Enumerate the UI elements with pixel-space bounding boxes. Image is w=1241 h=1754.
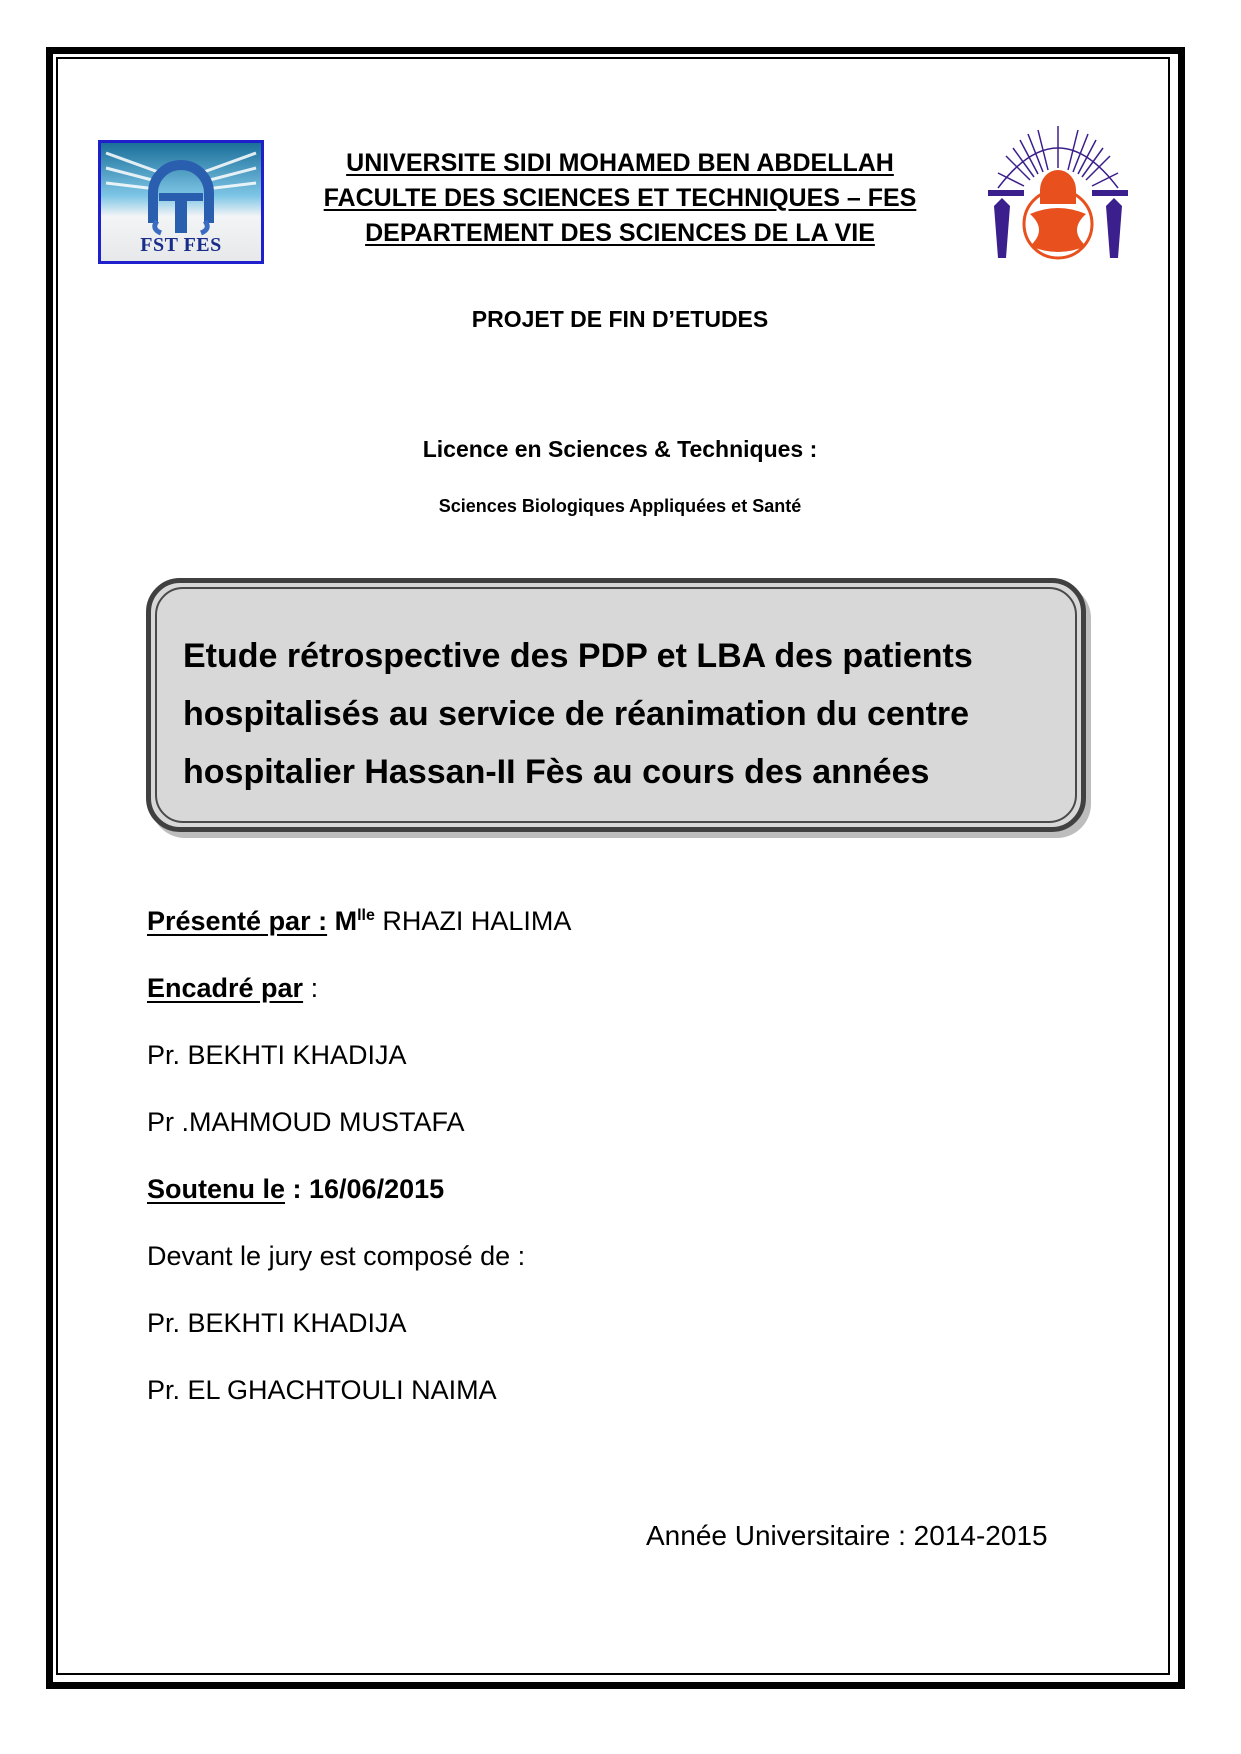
jury-member: Pr. BEKHTI KHADIJA xyxy=(147,1308,407,1338)
supervised-by-label: Encadré par xyxy=(147,973,304,1003)
licence-heading: Licence en Sciences & Techniques : xyxy=(422,436,818,462)
department-name: DEPARTEMENT DES SCIENCES DE LA VIE xyxy=(365,219,875,247)
jury-intro: Devant le jury est composé de : xyxy=(147,1241,526,1271)
thesis-title-line: hospitalisés au service de réanimation du centre xyxy=(183,695,970,733)
presented-by-label: Présenté par : xyxy=(147,906,328,936)
title-superscript: lle xyxy=(357,907,375,924)
defense-date: : 16/06/2015 xyxy=(285,1174,445,1204)
speciality-subheading: Sciences Biologiques Appliquées et Santé xyxy=(438,496,802,516)
project-type-heading: PROJET DE FIN D’ETUDES xyxy=(471,306,769,332)
supervised-by-line xyxy=(147,973,318,1004)
title-prefix: M xyxy=(334,906,358,936)
thesis-title-line: Etude rétrospective des PDP et LBA des patients xyxy=(183,637,973,675)
defense-date-line xyxy=(147,1174,444,1205)
usmba-emblem-icon xyxy=(968,118,1148,268)
supervised-by-colon: : xyxy=(303,973,319,1003)
supervisor-item: Pr .MAHMOUD MUSTAFA xyxy=(147,1107,465,1137)
fst-fes-logo xyxy=(98,140,264,264)
supervisor-item: Pr. BEKHTI KHADIJA xyxy=(147,1040,407,1070)
thesis-title xyxy=(183,627,1061,801)
student-name: RHAZI HALIMA xyxy=(382,906,572,936)
fst-fes-label: FST FES xyxy=(140,234,222,256)
university-header xyxy=(300,146,940,251)
defense-label: Soutenu le xyxy=(147,1174,286,1204)
thesis-title-line: hospitalier Hassan-II Fès au cours des années xyxy=(183,753,930,791)
academic-year: Année Universitaire : 2014-2015 xyxy=(646,1520,1048,1551)
usmba-university-logo xyxy=(968,118,1148,268)
jury-member: Pr. EL GHACHTOULI NAIMA xyxy=(147,1375,497,1405)
faculty-name: FACULTE DES SCIENCES ET TECHNIQUES – FES xyxy=(323,184,917,212)
presented-by-line xyxy=(147,906,571,937)
page-frame-inner xyxy=(56,57,1170,1675)
university-name: UNIVERSITE SIDI MOHAMED BEN ABDELLAH xyxy=(346,149,894,177)
thesis-title-box xyxy=(146,578,1086,832)
